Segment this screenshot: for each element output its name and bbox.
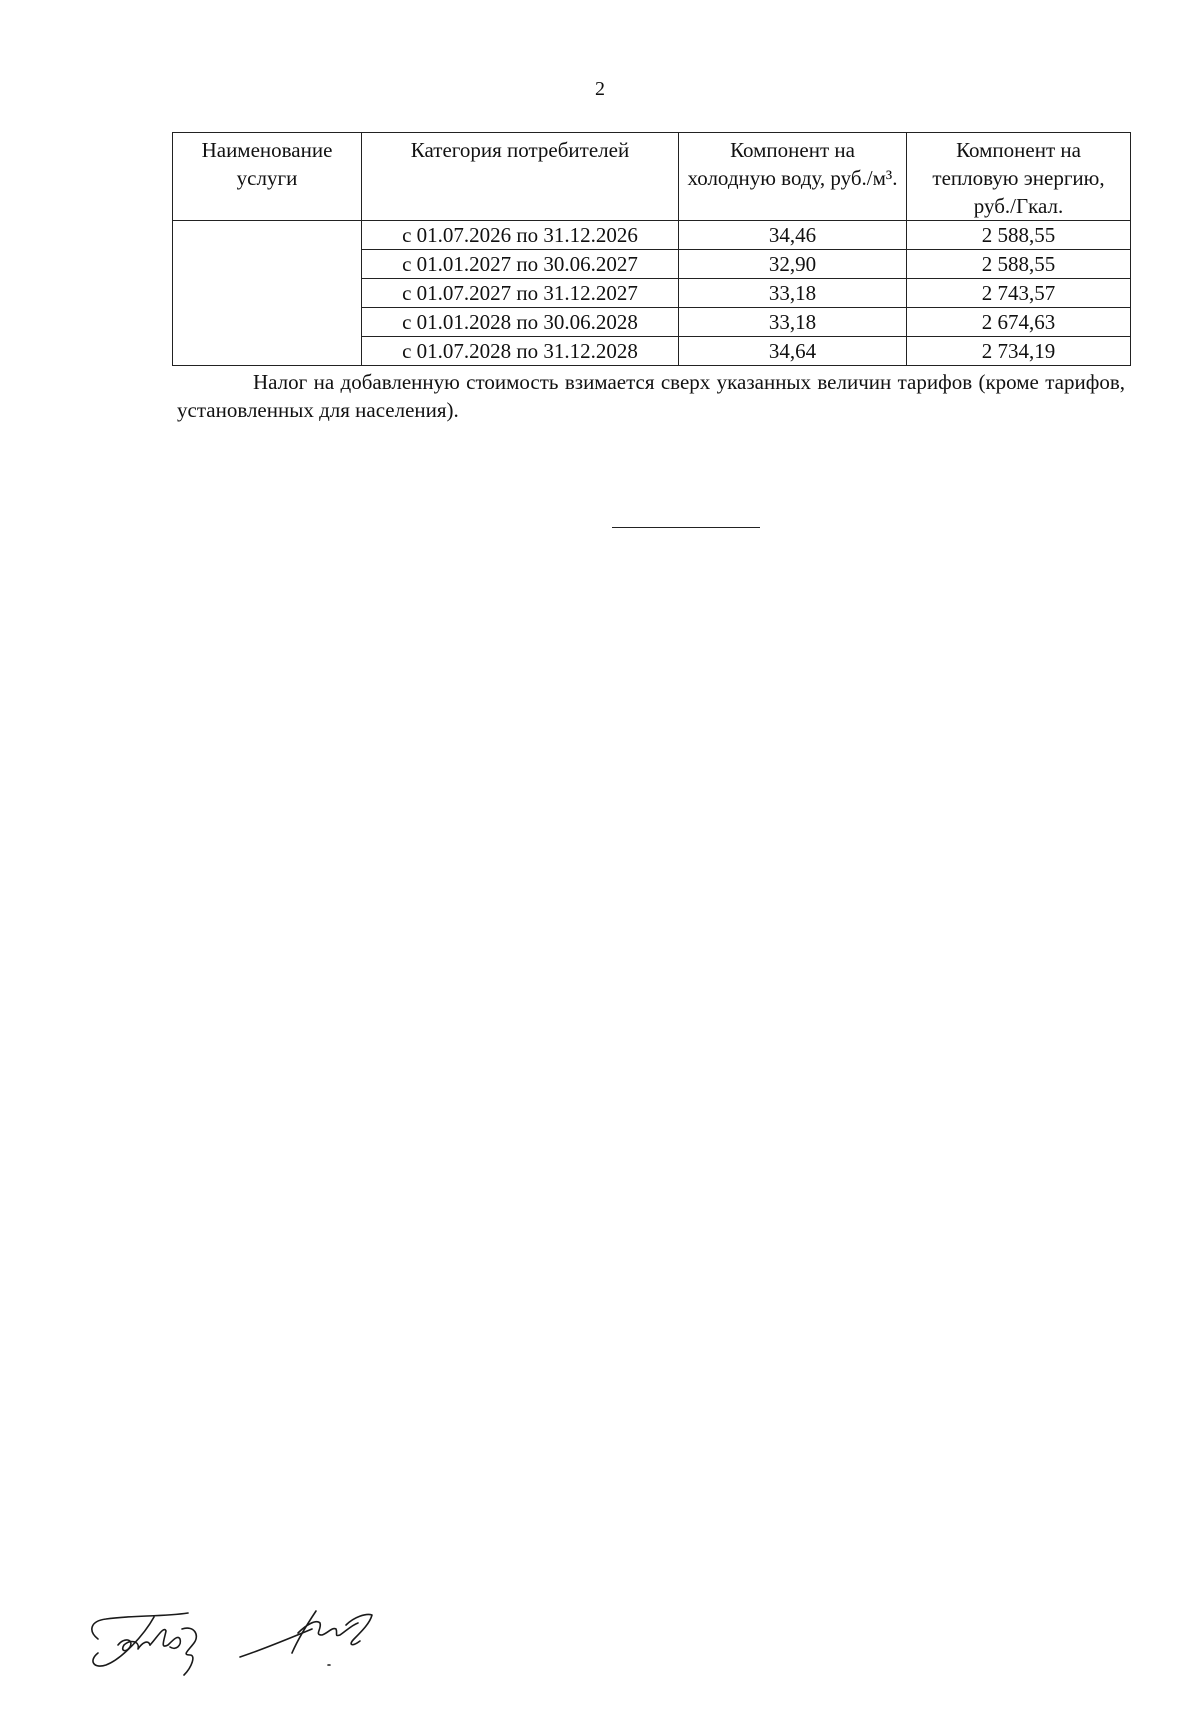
page-number: 2 (595, 78, 605, 100)
vat-note: Налог на добавленную стоимость взимается сверх указанных величин тарифов (кроме тарифов, установленных для населения). (177, 370, 1125, 422)
table-row (173, 221, 1131, 250)
cold-water-cell: 33,18 (679, 279, 907, 308)
signature-icon (84, 1595, 404, 1715)
cold-water-cell: 32,90 (679, 250, 907, 279)
cold-water-cell: 33,18 (679, 308, 907, 337)
service-name-cell (173, 221, 362, 366)
end-divider (612, 527, 760, 528)
header-cold-water-component: Компонент на холодную воду, руб./м³. (679, 133, 907, 221)
period-cell: с 01.07.2028 по 31.12.2028 (362, 337, 679, 366)
header-service-name: Наименование услуги (173, 133, 362, 221)
heat-cell: 2 734,19 (907, 337, 1131, 366)
cold-water-cell: 34,46 (679, 221, 907, 250)
header-heat-component: Компонент на тепловую энергию, руб./Гкал. (907, 133, 1131, 221)
period-cell: с 01.01.2027 по 30.06.2027 (362, 250, 679, 279)
cold-water-cell: 34,64 (679, 337, 907, 366)
heat-cell: 2 674,63 (907, 308, 1131, 337)
heat-cell: 2 588,55 (907, 221, 1131, 250)
heat-cell: 2 588,55 (907, 250, 1131, 279)
header-consumer-category: Категория потребителей (362, 133, 679, 221)
period-cell: с 01.07.2027 по 31.12.2027 (362, 279, 679, 308)
tariff-table (172, 132, 1131, 366)
period-cell: с 01.01.2028 по 30.06.2028 (362, 308, 679, 337)
period-cell: с 01.07.2026 по 31.12.2026 (362, 221, 679, 250)
heat-cell: 2 743,57 (907, 279, 1131, 308)
table-header-row (173, 133, 1131, 221)
handwritten-signatures (84, 1595, 404, 1715)
